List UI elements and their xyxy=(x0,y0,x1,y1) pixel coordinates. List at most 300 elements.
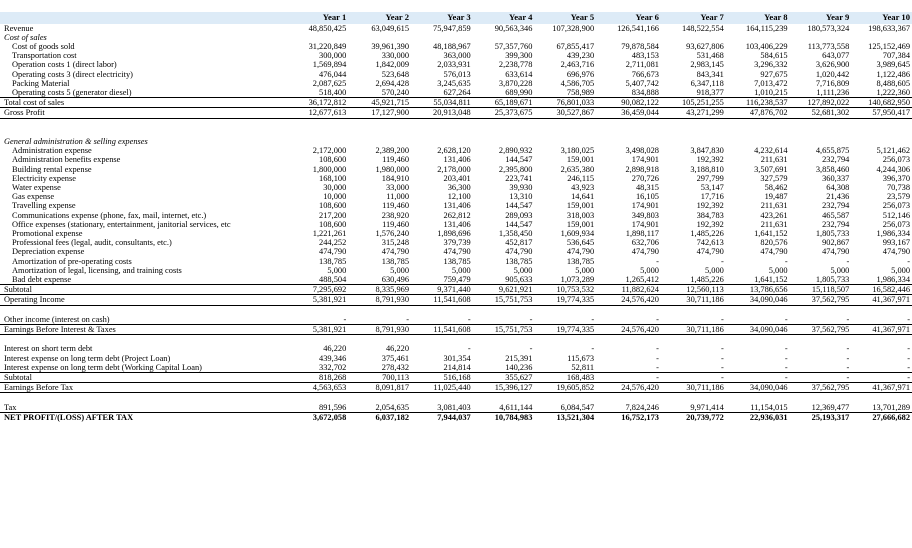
value-cell: 7,013,472 xyxy=(754,78,788,88)
value-cell: 57,950,417 xyxy=(851,108,912,118)
value-cell: 41,367,971 xyxy=(851,383,912,393)
spacer-cell xyxy=(348,335,411,345)
value-cell: 5,000 xyxy=(640,265,659,275)
row-label: Amortization of legal, licensing, and training costs xyxy=(12,265,182,275)
value-cell: - xyxy=(907,314,910,324)
year-header: Year 1 xyxy=(322,12,347,22)
value-cell xyxy=(726,33,790,42)
row-label: NET PROFIT/(LOSS) AFTER TAX xyxy=(0,412,287,422)
value-cell: 300,000 xyxy=(319,51,347,61)
value-cell: 30,527,867 xyxy=(534,108,596,118)
row-label: Water expense xyxy=(12,182,61,192)
value-cell: 766,673 xyxy=(631,69,659,79)
value-cell: 246,115 xyxy=(567,173,595,183)
value-cell: - xyxy=(726,372,790,382)
row-label: Transportation cost xyxy=(12,51,77,61)
value-cell: 3,989,645 xyxy=(876,60,910,70)
value-cell: 15,751,753 xyxy=(473,295,535,305)
value-cell: 820,576 xyxy=(760,238,788,248)
value-cell: 138,785 xyxy=(443,256,471,266)
value-cell: 127,892,022 xyxy=(790,98,852,108)
value-cell: - xyxy=(846,344,850,354)
value-cell: 103,406,229 xyxy=(745,41,788,51)
value-cell: - xyxy=(784,362,788,372)
spacer-cell xyxy=(596,128,661,137)
spacer-cell xyxy=(534,305,596,315)
value-cell: 10,784,983 xyxy=(473,412,535,422)
spacer-cell xyxy=(790,335,852,345)
year-header: Year 3 xyxy=(447,12,471,22)
value-cell: 10,753,532 xyxy=(534,285,596,295)
value-cell: 16,105 xyxy=(635,192,659,202)
statement-row xyxy=(0,60,912,69)
spacer-row xyxy=(0,118,912,128)
value-cell: 7,295,692 xyxy=(287,285,349,295)
value-cell: 214,814 xyxy=(443,362,471,372)
value-cell: 1,222,360 xyxy=(876,87,910,97)
value-cell: 1,980,000 xyxy=(375,164,410,174)
value-cell: 144,547 xyxy=(505,155,533,165)
value-cell: 30,711,186 xyxy=(661,295,726,305)
value-cell: 1,265,412 xyxy=(625,274,659,284)
spacer-cell xyxy=(596,118,661,128)
value-cell: 3,081,403 xyxy=(437,402,471,412)
value-cell: 1,986,334 xyxy=(876,228,910,238)
row-label: Office expenses (stationary, entertainment, janitorial services, etc xyxy=(12,219,231,229)
value-cell: 37,562,795 xyxy=(790,383,852,393)
value-cell: - xyxy=(907,353,910,363)
spacer-cell xyxy=(596,305,661,315)
value-cell: 3,626,900 xyxy=(815,60,850,70)
value-cell: 13,786,656 xyxy=(726,285,790,295)
value-cell: 4,586,705 xyxy=(560,78,595,88)
value-cell: 131,406 xyxy=(443,219,471,229)
value-cell: 19,487 xyxy=(764,192,788,202)
value-cell xyxy=(596,137,661,146)
statement-row xyxy=(0,155,912,164)
value-cell xyxy=(287,137,349,146)
value-cell: 75,947,859 xyxy=(433,23,471,33)
value-cell: 707,384 xyxy=(882,51,910,61)
value-cell: - xyxy=(721,344,724,354)
value-cell: 180,573,324 xyxy=(807,23,850,33)
row-label: Electricity expense xyxy=(12,173,76,183)
value-cell: 47,876,702 xyxy=(726,108,790,118)
year-header: Year 8 xyxy=(764,12,788,22)
value-cell: 301,354 xyxy=(443,353,471,363)
value-cell: 138,785 xyxy=(566,256,595,266)
spacer-cell xyxy=(287,118,349,128)
statement-row xyxy=(0,247,912,256)
value-cell: 53,147 xyxy=(700,182,724,192)
row-label: Interest on short term debt xyxy=(4,344,93,354)
value-cell: 198,633,367 xyxy=(868,23,910,33)
spacer-cell xyxy=(726,305,790,315)
statement-row xyxy=(0,165,912,174)
value-cell: 4,563,653 xyxy=(287,383,349,393)
row-label: Gross Profit xyxy=(0,108,287,118)
value-cell xyxy=(534,137,596,146)
value-cell: 423,261 xyxy=(760,210,788,220)
value-cell: 5,000 xyxy=(390,265,410,275)
statement-row xyxy=(0,363,912,373)
value-cell xyxy=(661,137,726,146)
value-cell: 108,600 xyxy=(319,219,347,229)
value-cell: 465,587 xyxy=(822,210,850,220)
row-label: Interest expense on long term debt (Project Loan) xyxy=(4,353,171,363)
spacer-cell xyxy=(851,128,912,137)
value-cell: 119,460 xyxy=(382,201,410,211)
row-label: Professional fees (legal, audit, consultants, etc.) xyxy=(12,238,172,248)
value-cell: 70,738 xyxy=(886,182,910,192)
value-cell: - xyxy=(596,372,661,382)
value-cell: 65,189,671 xyxy=(473,98,535,108)
value-cell: 1,800,000 xyxy=(312,164,347,174)
value-cell: 11,541,608 xyxy=(411,295,473,305)
value-cell: 439,230 xyxy=(566,51,595,61)
value-cell: 57,357,760 xyxy=(494,41,533,51)
income-statement-table xyxy=(0,12,912,422)
value-cell: 63,049,615 xyxy=(371,23,410,33)
value-cell: 1,898,117 xyxy=(625,228,659,238)
value-cell: 140,236 xyxy=(505,362,533,372)
value-cell: 3,296,332 xyxy=(754,60,788,70)
value-cell: 3,870,228 xyxy=(498,78,533,88)
spacer-cell xyxy=(287,335,349,345)
value-cell: 144,547 xyxy=(505,219,533,229)
value-cell: 332,702 xyxy=(319,362,347,372)
value-cell: 238,920 xyxy=(381,210,410,220)
value-cell: 3,858,460 xyxy=(815,164,850,174)
value-cell: 36,300 xyxy=(447,182,471,192)
header-label-cell xyxy=(0,12,287,24)
value-cell: 16,752,173 xyxy=(596,412,661,422)
value-cell: 21,436 xyxy=(826,192,850,202)
value-cell: 90,563,346 xyxy=(494,23,533,33)
value-cell: 22,936,031 xyxy=(726,412,790,422)
value-cell: 67,855,417 xyxy=(556,41,595,51)
value-cell: 17,716 xyxy=(700,192,724,202)
row-label: Bad debt expense xyxy=(12,274,72,284)
statement-row xyxy=(0,79,912,88)
value-cell: 278,432 xyxy=(381,362,410,372)
value-cell: 1,569,894 xyxy=(312,60,347,70)
value-cell: 2,087,625 xyxy=(312,78,347,88)
value-cell: - xyxy=(656,314,659,324)
value-cell: 6,037,182 xyxy=(348,412,411,422)
value-cell xyxy=(287,33,349,42)
value-cell: 318,003 xyxy=(566,210,595,220)
value-cell: 1,805,733 xyxy=(815,274,850,284)
spacer-cell xyxy=(0,128,287,137)
value-cell: 630,496 xyxy=(381,274,410,284)
value-cell: 131,406 xyxy=(443,155,471,165)
value-cell xyxy=(851,137,912,146)
spacer-cell xyxy=(851,305,912,315)
spacer-cell xyxy=(534,118,596,128)
value-cell: 36,172,812 xyxy=(287,98,349,108)
statement-row xyxy=(0,266,912,275)
value-cell xyxy=(851,33,912,42)
value-cell: 17,127,900 xyxy=(348,108,411,118)
value-cell: 5,000 xyxy=(830,265,850,275)
value-cell: 3,507,691 xyxy=(754,164,788,174)
statement-row xyxy=(0,220,912,229)
spacer-cell xyxy=(411,335,473,345)
value-cell: 5,000 xyxy=(768,265,788,275)
value-cell: 2,172,000 xyxy=(312,146,347,156)
value-cell: 192,392 xyxy=(696,219,724,229)
value-cell: 46,220 xyxy=(385,344,410,354)
value-cell: 48,850,425 xyxy=(308,23,347,33)
value-cell: - xyxy=(467,344,471,354)
value-cell: 1,842,009 xyxy=(375,60,410,70)
statement-row xyxy=(0,24,912,33)
value-cell xyxy=(726,137,790,146)
value-cell: 174,901 xyxy=(631,155,659,165)
spacer-cell xyxy=(790,393,852,403)
value-cell: 24,576,420 xyxy=(596,295,661,305)
value-cell: 108,600 xyxy=(319,201,347,211)
value-cell xyxy=(473,33,535,42)
value-cell: 2,635,380 xyxy=(560,164,595,174)
value-cell: 570,240 xyxy=(381,87,410,97)
value-cell: 19,774,335 xyxy=(534,295,596,305)
row-label: Operating Income xyxy=(0,295,287,305)
statement-row xyxy=(0,42,912,51)
year-header-row xyxy=(0,12,912,24)
value-cell: 79,878,584 xyxy=(621,41,659,51)
value-cell: - xyxy=(846,353,850,363)
row-label: Cost of goods sold xyxy=(12,41,75,51)
value-cell: - xyxy=(656,362,659,372)
value-cell: 43,923 xyxy=(571,182,595,192)
row-label: Other income (interest on cash) xyxy=(4,314,110,324)
row-label: Revenue xyxy=(4,23,34,33)
value-cell: 696,976 xyxy=(566,69,595,79)
value-cell: 5,381,921 xyxy=(287,295,349,305)
value-cell: 8,335,969 xyxy=(348,285,411,295)
value-cell xyxy=(411,137,473,146)
spacer-cell xyxy=(411,393,473,403)
statement-row xyxy=(0,70,912,79)
value-cell: 192,392 xyxy=(696,155,724,165)
value-cell: 6,084,547 xyxy=(560,402,595,412)
value-cell: 7,944,037 xyxy=(411,412,473,422)
value-cell: 289,093 xyxy=(505,210,533,220)
value-cell: 4,611,144 xyxy=(499,402,533,412)
row-label: Subtotal xyxy=(0,285,287,295)
value-cell: 2,389,200 xyxy=(375,146,410,156)
year-header: Year 10 xyxy=(882,12,910,22)
value-cell: - xyxy=(656,256,659,266)
value-cell: 8,091,817 xyxy=(348,383,411,393)
value-cell: 9,621,921 xyxy=(473,285,535,295)
value-cell: 76,801,033 xyxy=(534,98,596,108)
value-cell: 217,200 xyxy=(319,210,347,220)
row-label: Administration expense xyxy=(12,146,92,156)
value-cell: 244,252 xyxy=(319,238,347,248)
value-cell: 2,178,000 xyxy=(437,164,471,174)
value-cell: 113,773,558 xyxy=(807,41,850,51)
value-cell: 168,100 xyxy=(319,173,347,183)
value-cell: 902,867 xyxy=(822,238,850,248)
value-cell: 918,377 xyxy=(696,87,724,97)
value-cell: 211,631 xyxy=(760,155,788,165)
value-cell: 2,694,428 xyxy=(375,78,410,88)
value-cell: 15,396,127 xyxy=(473,383,535,393)
row-label: Operation costs 1 (direct labor) xyxy=(12,60,117,70)
value-cell: 375,461 xyxy=(381,353,410,363)
value-cell: - xyxy=(784,256,788,266)
value-cell: 37,562,795 xyxy=(790,295,852,305)
value-cell: 1,641,152 xyxy=(754,228,788,238)
spacer-cell xyxy=(473,305,535,315)
statement-row xyxy=(0,201,912,210)
year-header: Year 6 xyxy=(635,12,659,22)
value-cell: 93,627,806 xyxy=(686,41,724,51)
value-cell: 19,774,335 xyxy=(534,324,596,334)
value-cell: - xyxy=(591,344,595,354)
value-cell: 13,701,289 xyxy=(872,402,910,412)
value-cell: - xyxy=(721,314,724,324)
value-cell: 108,600 xyxy=(319,155,347,165)
value-cell: 531,468 xyxy=(696,51,724,61)
value-cell: 584,615 xyxy=(760,51,788,61)
value-cell: 30,711,186 xyxy=(661,383,726,393)
statement-row xyxy=(0,403,912,413)
value-cell: 474,790 xyxy=(760,247,788,257)
value-cell: 7,716,809 xyxy=(815,78,850,88)
value-cell: 2,238,778 xyxy=(498,60,533,70)
value-cell: 256,073 xyxy=(882,219,910,229)
value-cell: 12,560,113 xyxy=(661,285,726,295)
value-cell: 5,000 xyxy=(327,265,347,275)
value-cell: 164,115,239 xyxy=(746,23,788,33)
value-cell: 1,485,226 xyxy=(690,228,724,238)
value-cell: 126,541,166 xyxy=(617,23,659,33)
statement-row xyxy=(0,137,912,146)
value-cell: 5,000 xyxy=(575,265,595,275)
spacer-cell xyxy=(726,118,790,128)
row-label: Tax xyxy=(4,402,17,412)
value-cell: 215,391 xyxy=(505,353,533,363)
statement-row xyxy=(0,295,912,305)
value-cell: 55,034,811 xyxy=(411,98,473,108)
value-cell: 90,082,122 xyxy=(596,98,661,108)
row-label: Administration benefits expense xyxy=(12,155,121,165)
spacer-cell xyxy=(790,128,852,137)
value-cell: 140,682,950 xyxy=(851,98,912,108)
row-label: Gas expense xyxy=(12,192,55,202)
value-cell: 297,799 xyxy=(696,173,724,183)
value-cell: 2,628,120 xyxy=(437,146,471,156)
statement-row xyxy=(0,192,912,201)
value-cell: 474,790 xyxy=(381,247,410,257)
value-cell: - xyxy=(907,362,910,372)
value-cell: 262,812 xyxy=(443,210,471,220)
value-cell: 512,146 xyxy=(882,210,910,220)
value-cell: 2,463,716 xyxy=(560,60,595,70)
value-cell: - xyxy=(529,314,533,324)
value-cell: 632,706 xyxy=(631,238,659,248)
value-cell: 818,268 xyxy=(287,372,349,382)
spacer-cell xyxy=(0,393,287,403)
value-cell: 12,100 xyxy=(447,192,471,202)
spacer-cell xyxy=(534,335,596,345)
value-cell: - xyxy=(851,372,912,382)
value-cell: 5,000 xyxy=(704,265,724,275)
value-cell: 4,232,614 xyxy=(754,146,788,156)
value-cell: 23,579 xyxy=(886,192,910,202)
value-cell: 211,631 xyxy=(760,219,788,229)
spacer-cell xyxy=(287,305,349,315)
value-cell: 2,033,931 xyxy=(437,60,471,70)
value-cell: 7,824,246 xyxy=(625,402,659,412)
value-cell: 138,785 xyxy=(505,256,533,266)
row-label: Depreciation expense xyxy=(12,247,85,257)
spacer-cell xyxy=(851,393,912,403)
value-cell: 48,315 xyxy=(635,182,659,192)
value-cell: - xyxy=(661,372,726,382)
value-cell: 203,401 xyxy=(443,173,471,183)
value-cell: 1,221,261 xyxy=(312,228,347,238)
value-cell: 20,913,048 xyxy=(411,108,473,118)
statement-row xyxy=(0,257,912,266)
value-cell: 1,111,236 xyxy=(816,87,850,97)
spacer-cell xyxy=(0,305,287,315)
statement-row xyxy=(0,33,912,42)
value-cell: 633,614 xyxy=(505,69,533,79)
value-cell: 4,244,306 xyxy=(876,164,910,174)
value-cell: 3,245,635 xyxy=(437,78,471,88)
value-cell: - xyxy=(846,314,850,324)
value-cell: 2,711,081 xyxy=(625,60,659,70)
value-cell: 34,090,046 xyxy=(726,324,790,334)
value-cell: 700,113 xyxy=(348,372,411,382)
value-cell: 30,000 xyxy=(323,182,347,192)
value-cell: 488,504 xyxy=(319,274,347,284)
value-cell: - xyxy=(406,314,410,324)
value-cell: 34,090,046 xyxy=(726,295,790,305)
value-cell: 993,167 xyxy=(882,238,910,248)
value-cell xyxy=(661,33,726,42)
value-cell: 232,794 xyxy=(822,155,850,165)
value-cell: 1,609,934 xyxy=(560,228,595,238)
statement-row xyxy=(0,174,912,183)
value-cell: 159,001 xyxy=(566,219,595,229)
value-cell: 12,677,613 xyxy=(287,108,349,118)
row-label: Communications expense (phone, fax, mail, internet, etc.) xyxy=(12,210,207,220)
value-cell: 474,790 xyxy=(822,247,850,257)
row-label: Packing Material xyxy=(12,78,70,88)
value-cell: 16,582,446 xyxy=(851,285,912,295)
value-cell: 4,655,875 xyxy=(815,146,850,156)
value-cell: 168,483 xyxy=(534,372,596,382)
value-cell: 8,791,930 xyxy=(348,295,411,305)
value-cell: 14,641 xyxy=(571,192,595,202)
spacer-row xyxy=(0,393,912,403)
value-cell: 48,188,967 xyxy=(433,41,471,51)
value-cell: 58,462 xyxy=(764,182,788,192)
value-cell: 41,367,971 xyxy=(851,324,912,334)
value-cell: 1,020,442 xyxy=(815,69,850,79)
value-cell: 138,785 xyxy=(381,256,410,266)
spacer-cell xyxy=(473,335,535,345)
statement-row xyxy=(0,372,912,382)
value-cell: 643,077 xyxy=(822,51,850,61)
value-cell xyxy=(411,33,473,42)
